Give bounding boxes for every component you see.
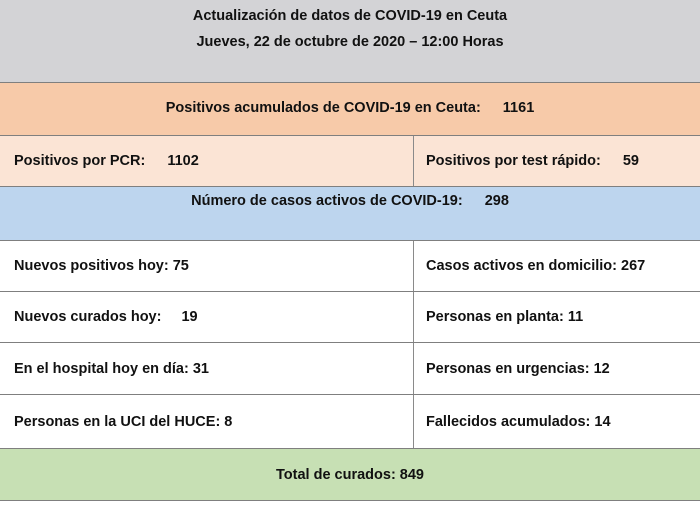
total-recovered: Total de curados: 849: [276, 466, 424, 483]
active-cases-label: Número de casos activos de COVID-19:: [191, 193, 463, 209]
active-cases-value: 298: [484, 193, 509, 209]
rapid-test-positives-value: 59: [622, 153, 639, 169]
in-hospital-today: En el hospital hoy en día: 31: [0, 343, 414, 394]
pcr-positives-value: 1102: [167, 153, 199, 169]
pcr-positives-label: Positivos por PCR:: [14, 153, 146, 169]
people-in-ward: Personas en planta: 11: [426, 309, 584, 325]
accumulated-deaths: Fallecidos acumulados: 14: [426, 413, 611, 430]
new-recovered-value: 19: [181, 309, 198, 325]
accumulated-positives-label: Positivos acumulados de COVID-19 en Ceuta:: [165, 100, 481, 116]
table-row: [0, 342, 700, 394]
table-row: [0, 291, 700, 342]
total-recovered-row: [0, 448, 700, 501]
report-date: Jueves, 22 de octubre de 2020 – 12:00 Horas: [196, 34, 504, 50]
people-in-icu: Personas en la UCI del HUCE: 8: [0, 395, 414, 448]
new-positives-today: Nuevos positivos hoy: 75: [0, 241, 414, 291]
new-recovered-label: Nuevos curados hoy:: [14, 309, 162, 325]
rapid-test-positives-label: Positivos por test rápido:: [426, 153, 601, 169]
test-type-row: [0, 135, 700, 186]
table-row: [0, 394, 700, 448]
active-cases-home: Casos activos en domicilio: 267: [426, 258, 646, 274]
table-row: [0, 240, 700, 291]
active-cases-row: [0, 186, 700, 240]
accumulated-positives-row: [0, 82, 700, 135]
table-header: [0, 0, 700, 82]
accumulated-positives-value: 1161: [502, 100, 535, 116]
people-in-emergency: Personas en urgencias: 12: [426, 360, 610, 377]
report-title: Actualización de datos de COVID-19 en Ceuta: [192, 8, 508, 24]
